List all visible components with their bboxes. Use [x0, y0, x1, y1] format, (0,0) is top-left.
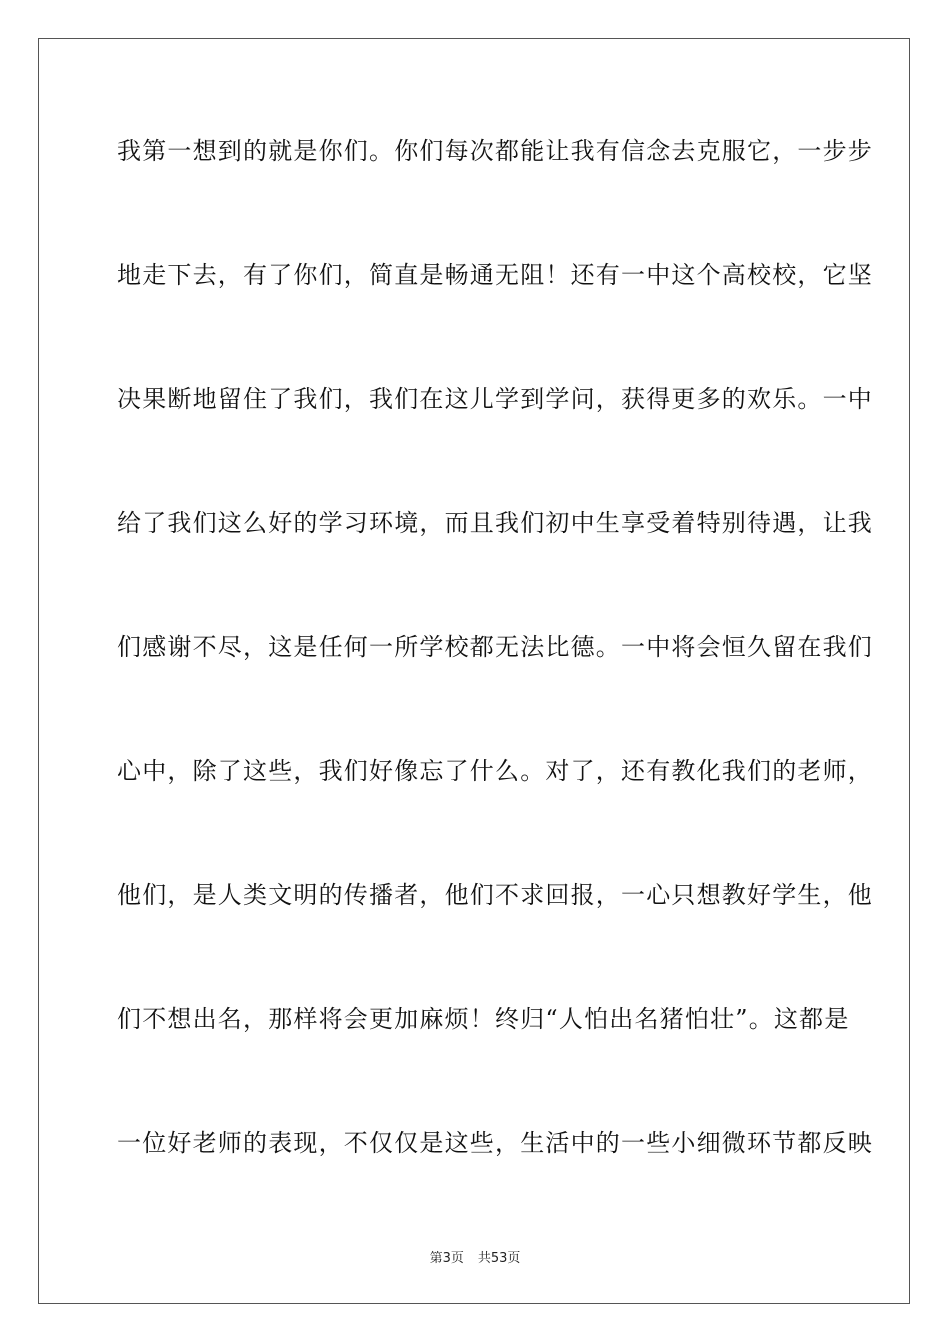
text-line: 他们，是人类文明的传播者，他们不求回报，一心只想教好学生，他 — [117, 881, 873, 909]
text-line: 心中，除了这些，我们好像忘了什么。对了，还有教化我们的老师， — [117, 757, 873, 785]
page-number: 第3页 — [429, 1251, 464, 1266]
text-line: 我第一想到的就是你们。你们每次都能让我有信念去克服它，一步步 — [117, 137, 873, 165]
text-line: 一位好老师的表现，不仅仅是这些，生活中的一些小细微环节都反映 — [117, 1129, 873, 1157]
text-line: 们不想出名，那样将会更加麻烦！终归“人怕出名猪怕壮”。这都是 — [117, 1005, 850, 1033]
text-line: 给了我们这么好的学习环境，而且我们初中生享受着特别待遇，让我 — [117, 509, 873, 537]
text-line: 们感谢不尽，这是任何一所学校都无法比德。一中将会恒久留在我们 — [117, 633, 873, 661]
total-pages: 共53页 — [477, 1251, 521, 1266]
page-footer — [0, 1247, 950, 1266]
document-body — [117, 128, 873, 1244]
text-line: 地走下去，有了你们，简直是畅通无阻！还有一中这个高校校，它坚 — [117, 261, 873, 289]
text-line: 决果断地留住了我们，我们在这儿学到学问，获得更多的欢乐。一中 — [117, 385, 873, 413]
